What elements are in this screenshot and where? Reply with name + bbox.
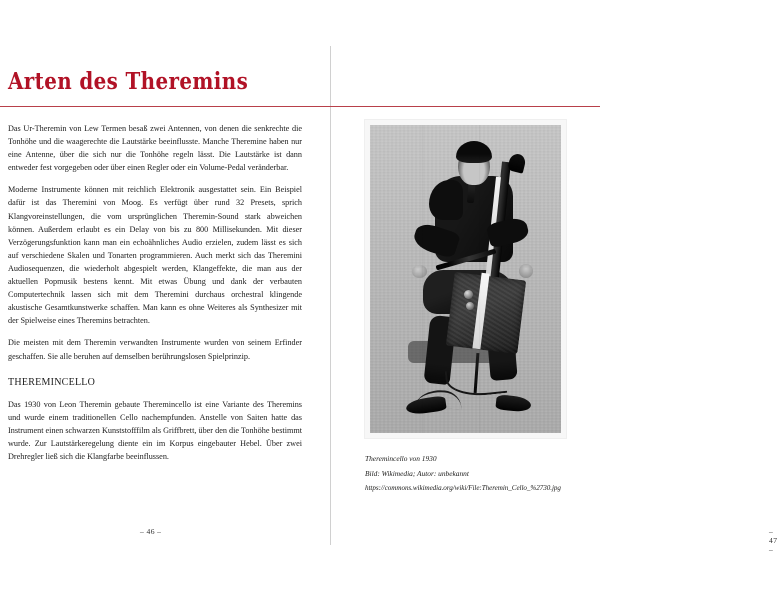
right-page: [331, 0, 777, 600]
caption-line-credit: Bild: Wikimedia; Autor: unbekannt: [365, 468, 469, 478]
paragraph: Das 1930 von Leon Theremin gebaute Theremincello ist eine Variante des Theremins und wurde einem traditionellen Cello nachempfunden. Anstelle von Saiten hatte das Instrument einen schwarzen Kunststofffilm als Griffbrett, über den die Tonhöhe bestimmt wurde. Zur Lautstärkeregelung diente ein im Korpus eingebauter Hebel. Über zwei Drehregler ließ sich die Klangfarbe beeinflussen.: [8, 399, 302, 461]
photo-hand-right: [519, 264, 533, 278]
page-number-left: – 46 –: [140, 527, 162, 536]
photo-shoe-right: [495, 394, 531, 413]
photo-hand-left: [412, 265, 427, 278]
paragraph: Die meisten mit dem Theremin verwandten Instrumente wurden von seinem Erfinder geschaffen. Sie alle beruhen auf demselben berührungslosen Spielprinzip.: [8, 338, 302, 361]
paragraph: Das Ur-Theremin von Lew Termen besaß zwei Antennen, von denen die senkrechte die Tonhöhe und die waagerechte die Lautstärke beeinflusste. Manche Theremine haben nur eine Antenne, über die sich nur die Tonhöhe regeln lässt. Die Lautstärke ist dann entweder fest vorgegeben oder über einen Regler oder ein Volume-Pedal veränderbar.: [8, 124, 302, 173]
section-heading-theremincello: THEREMINCELLO: [8, 376, 96, 388]
photograph-theremincello: [370, 125, 561, 433]
photo-cable-loop: [415, 388, 462, 409]
caption-line-title: Theremincello von 1930: [365, 454, 437, 463]
left-page-body-column: [8, 122, 302, 463]
page-number-right: – 47 –: [769, 527, 777, 554]
caption-line-source-url: https://commons.wikimedia.org/wiki/File:Theremin_Cello_%2730.jpg: [365, 484, 561, 493]
chapter-title: Arten des Theremins: [8, 68, 249, 95]
paragraph: Moderne Instrumente können mit reichlich Elektronik ausgestattet sein. Ein Beispiel dafür ist das Theremini von Moog. Es verfügt über rund 32 Presets, sprich Klangvoreinstellungen, die vom ursprünglichen Theremin-Sound stark abweichen können. Außerdem erlaubt es ein Delay von bis zu 800 Millisekunden. Mit dieser Verzögerungsfunktion kann man ein echoähnliches Audio erzielen, zudem lässt es sich auf verschiedene Skalen und Tonarten programmieren. Auch merkt sich das Theremini Audiosequenzen, die wiederholt abgespielt werden, Klangeffekte, die man aus der aktuellen Popmusik bestens kennt. Mit etwas Übung und dank der verbauten Computertechnik lassen sich mit dem Theremini durchaus orchestral klingende akustische Gesamtkunstwerke schaffen. Man kann es ohne Weiteres als Synthesizer mit der Spielweise eines Theremins betrachten.: [8, 185, 302, 326]
photo-instrument-knob-one: [464, 290, 473, 299]
figure-caption: [365, 452, 589, 496]
photo-hair: [456, 141, 492, 163]
left-page: [0, 0, 310, 600]
photo-instrument-scroll: [507, 153, 527, 174]
photo-shoulder: [429, 180, 463, 220]
figure-theremincello: [365, 120, 566, 438]
